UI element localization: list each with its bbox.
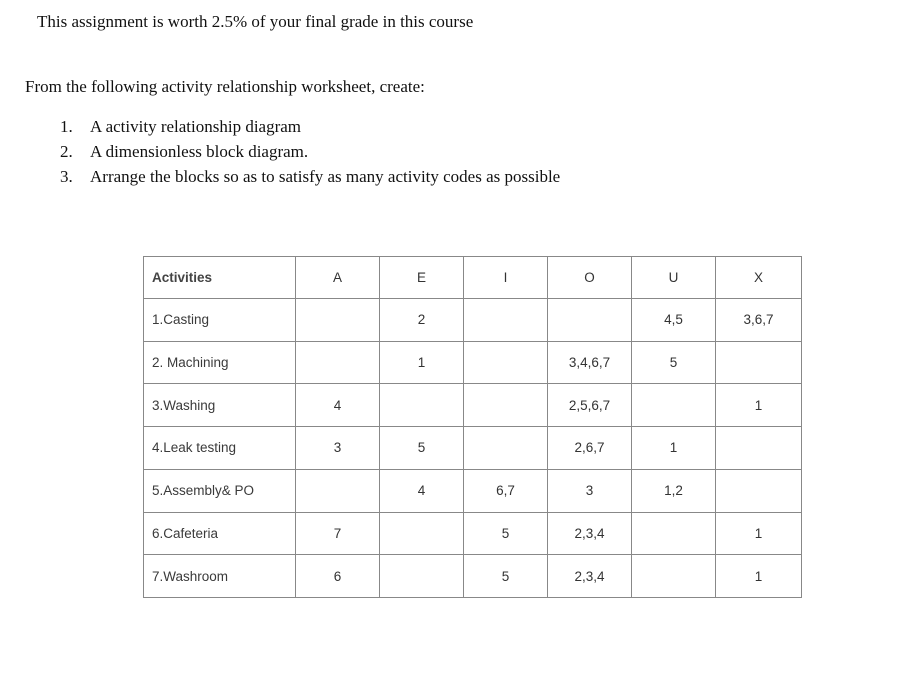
- code-a-cell: 7: [296, 512, 380, 555]
- code-i-cell: 6,7: [464, 469, 548, 512]
- header-i: I: [464, 257, 548, 299]
- code-a-cell: [296, 341, 380, 384]
- code-e-cell: [380, 555, 464, 598]
- activity-relationship-worksheet: [143, 256, 802, 598]
- activity-cell: 3.Washing: [144, 384, 296, 427]
- task-item: [60, 164, 560, 189]
- code-x-cell: 1: [716, 555, 802, 598]
- table-row: [144, 341, 802, 384]
- assignment-weight-note: This assignment is worth 2.5% of your final grade in this course: [37, 12, 474, 31]
- task-number: 3.: [60, 167, 73, 186]
- table-row: [144, 555, 802, 598]
- task-text: A activity relationship diagram: [90, 117, 302, 136]
- task-text: Arrange the blocks so as to satisfy as many activity codes as possible: [90, 167, 561, 186]
- code-u-cell: 4,5: [632, 299, 716, 342]
- code-i-cell: [464, 299, 548, 342]
- activity-cell: 1.Casting: [144, 299, 296, 342]
- code-o-cell: 2,3,4: [548, 512, 632, 555]
- code-i-cell: [464, 384, 548, 427]
- header-activities: Activities: [144, 257, 296, 299]
- table-row: [144, 427, 802, 470]
- code-a-cell: 6: [296, 555, 380, 598]
- code-o-cell: [548, 299, 632, 342]
- code-i-cell: 5: [464, 555, 548, 598]
- code-o-cell: 2,6,7: [548, 427, 632, 470]
- header-u: U: [632, 257, 716, 299]
- activity-cell: 6.Cafeteria: [144, 512, 296, 555]
- table-row: [144, 299, 802, 342]
- table-row: [144, 469, 802, 512]
- code-x-cell: 1: [716, 384, 802, 427]
- code-e-cell: 5: [380, 427, 464, 470]
- task-item: [60, 114, 560, 139]
- activity-cell: 5.Assembly& PO: [144, 469, 296, 512]
- code-u-cell: [632, 512, 716, 555]
- code-u-cell: 1: [632, 427, 716, 470]
- code-o-cell: 3: [548, 469, 632, 512]
- task-list: [60, 114, 560, 189]
- code-u-cell: 1,2: [632, 469, 716, 512]
- code-o-cell: 3,4,6,7: [548, 341, 632, 384]
- code-x-cell: 1: [716, 512, 802, 555]
- header-a: A: [296, 257, 380, 299]
- code-i-cell: 5: [464, 512, 548, 555]
- code-e-cell: 2: [380, 299, 464, 342]
- code-u-cell: [632, 384, 716, 427]
- activity-cell: 4.Leak testing: [144, 427, 296, 470]
- code-u-cell: 5: [632, 341, 716, 384]
- code-a-cell: [296, 469, 380, 512]
- task-item: [60, 139, 560, 164]
- header-o: O: [548, 257, 632, 299]
- code-u-cell: [632, 555, 716, 598]
- code-e-cell: [380, 512, 464, 555]
- activity-cell: 2. Machining: [144, 341, 296, 384]
- code-e-cell: [380, 384, 464, 427]
- code-x-cell: [716, 469, 802, 512]
- table-row: [144, 512, 802, 555]
- code-a-cell: 3: [296, 427, 380, 470]
- code-o-cell: 2,3,4: [548, 555, 632, 598]
- instructions-prompt: From the following activity relationship worksheet, create:: [25, 77, 425, 96]
- task-number: 2.: [60, 142, 73, 161]
- code-a-cell: 4: [296, 384, 380, 427]
- code-x-cell: [716, 341, 802, 384]
- code-o-cell: 2,5,6,7: [548, 384, 632, 427]
- table-row: [144, 384, 802, 427]
- code-x-cell: 3,6,7: [716, 299, 802, 342]
- task-number: 1.: [60, 117, 73, 136]
- code-e-cell: 1: [380, 341, 464, 384]
- header-x: X: [716, 257, 802, 299]
- activity-cell: 7.Washroom: [144, 555, 296, 598]
- code-i-cell: [464, 427, 548, 470]
- task-text: A dimensionless block diagram.: [90, 142, 309, 161]
- code-a-cell: [296, 299, 380, 342]
- code-e-cell: 4: [380, 469, 464, 512]
- table-header-row: [144, 257, 802, 299]
- code-i-cell: [464, 341, 548, 384]
- code-x-cell: [716, 427, 802, 470]
- header-e: E: [380, 257, 464, 299]
